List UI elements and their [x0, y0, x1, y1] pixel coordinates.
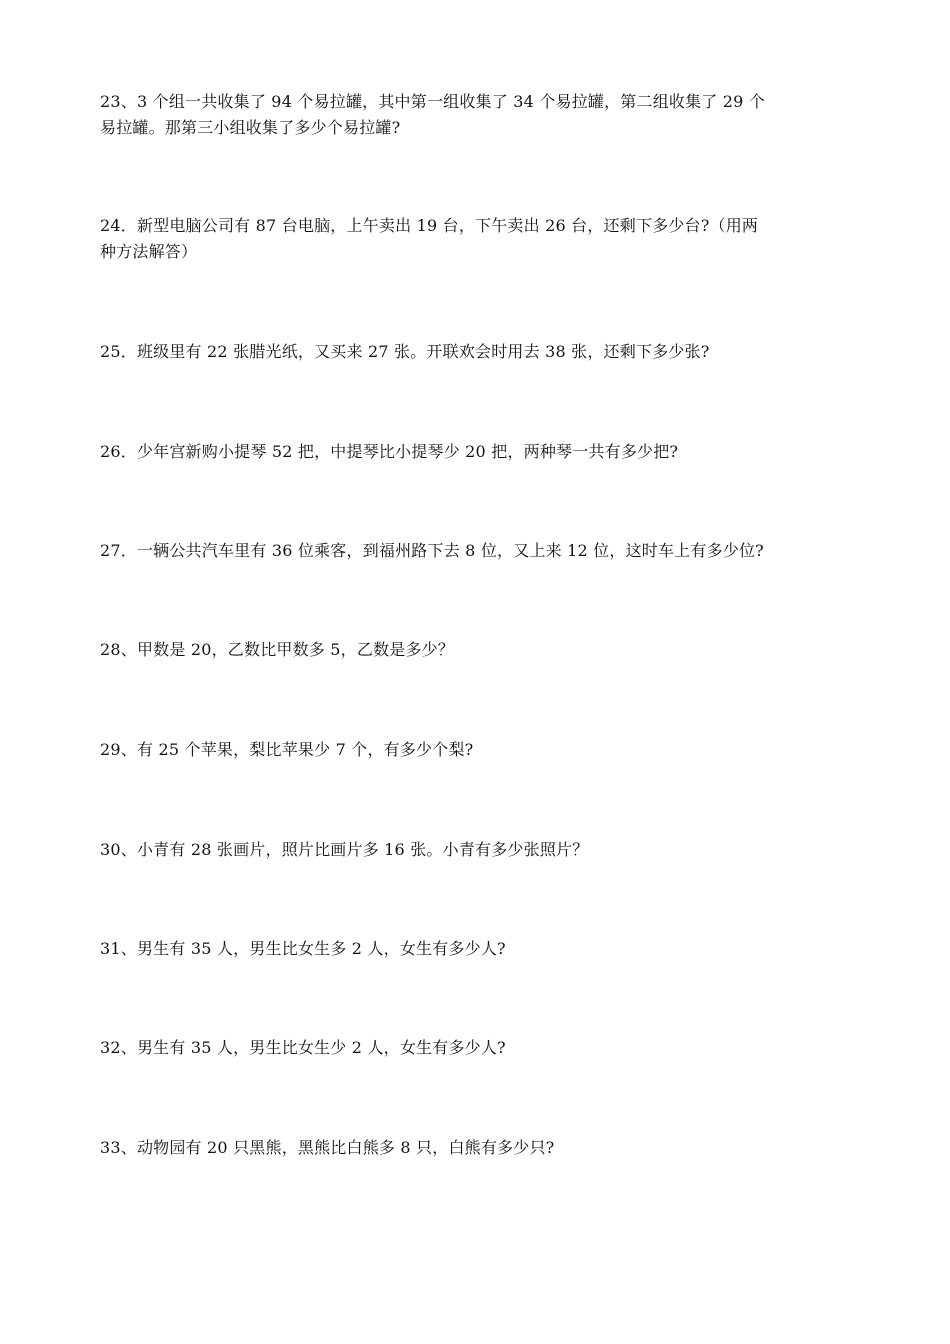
- problem-24-line-2: 种方法解答）: [100, 242, 198, 261]
- problem-23: [100, 89, 860, 141]
- problem-25: [100, 339, 860, 365]
- problem-27-line-1: 27．一辆公共汽车里有 36 位乘客，到福州路下去 8 位，又上来 12 位，这时车上有多少位?: [100, 541, 764, 560]
- problem-30-line-1: 30、小青有 28 张画片，照片比画片多 16 张。小青有多少张照片？: [100, 840, 589, 859]
- problem-23-line-2: 易拉罐。那第三小组收集了多少个易拉罐?: [100, 118, 401, 137]
- problem-31: [100, 936, 860, 962]
- problem-25-line-1: 25．班级里有 22 张腊光纸，又买来 27 张。开联欢会时用去 38 张，还剩下多少张?: [100, 342, 710, 361]
- problem-32-line-1: 32、男生有 35 人，男生比女生少 2 人，女生有多少人?: [100, 1038, 506, 1057]
- problem-32: [100, 1035, 860, 1061]
- problem-33-line-1: 33、动物园有 20 只黑熊，黑熊比白熊多 8 只，白熊有多少只?: [100, 1138, 555, 1157]
- problem-31-line-1: 31、男生有 35 人，男生比女生多 2 人，女生有多少人?: [100, 939, 506, 958]
- problem-26: [100, 439, 860, 465]
- problem-29-line-1: 29、有 25 个苹果，梨比苹果少 7 个，有多少个梨?: [100, 740, 474, 759]
- problem-28: [100, 637, 860, 663]
- problem-23-line-1: 23、3 个组一共收集了 94 个易拉罐，其中第一组收集了 34 个易拉罐，第二组收集了 29 个: [100, 92, 766, 111]
- problem-29: [100, 737, 860, 763]
- problem-24-line-1: 24．新型电脑公司有 87 台电脑，上午卖出 19 台，下午卖出 26 台，还剩下多少台?（用两: [100, 216, 759, 235]
- problem-33: [100, 1135, 860, 1161]
- problem-24: [100, 213, 860, 265]
- problem-28-line-1: 28、甲数是 20，乙数比甲数多 5，乙数是多少？: [100, 640, 455, 659]
- problem-30: [100, 837, 860, 863]
- problem-26-line-1: 26．少年宫新购小提琴 52 把，中提琴比小提琴少 20 把，两种琴一共有多少把?: [100, 442, 679, 461]
- problem-27: [100, 538, 860, 564]
